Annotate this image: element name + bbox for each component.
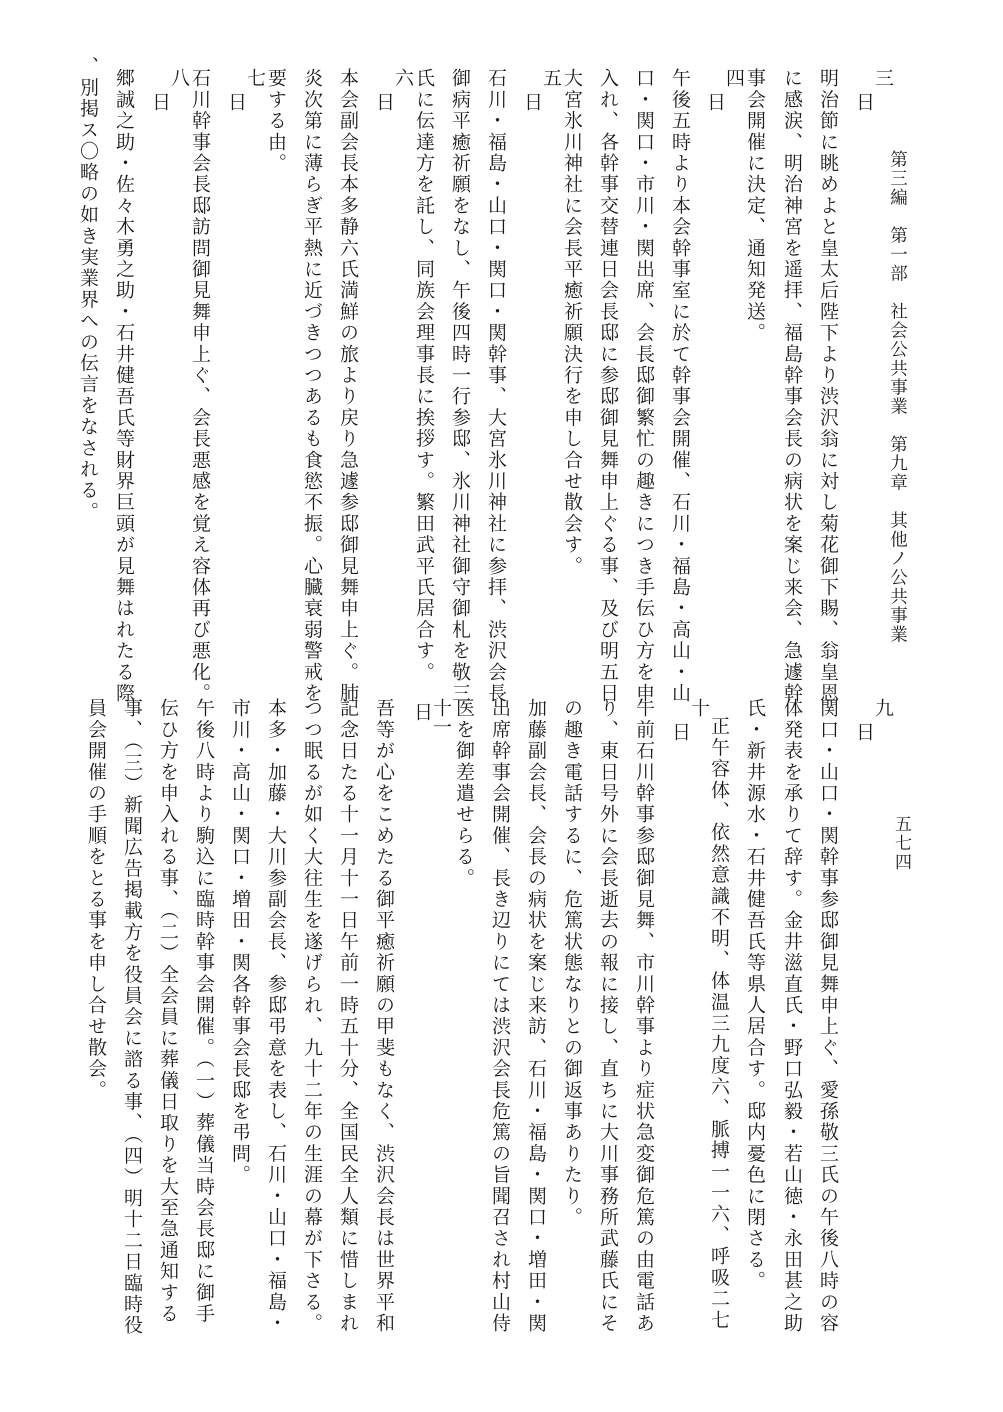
text-line: 事、（三）新聞広告掲載方を役員会に諮る事、（四）明十二日臨時役 — [121, 698, 143, 1337]
date-label — [374, 68, 412, 113]
date-day: 八 — [168, 68, 190, 87]
date-label — [150, 68, 188, 113]
date-day-suffix: 日 — [521, 92, 543, 114]
text-line: 出席幹事会開催、長き辺りにては渋沢会長危篤の旨聞召され村山侍 — [489, 698, 511, 1334]
text-line: 入れ、各幹事交替連日会長邸に参邸御見舞申上ぐる事、及び明五日 — [597, 68, 619, 704]
date-day: 九 — [872, 698, 894, 717]
date-day: 七 — [244, 68, 266, 87]
date-label — [854, 698, 892, 743]
text-line: 午後八時より駒込に臨時幹事会開催。（一）葬儀当時会長邸に御手 — [193, 698, 215, 1325]
text-line: つつ眠るが如く大往生を遂げられ、九十二年の生涯の幕が下さる。 — [301, 698, 323, 1334]
text-line: 明治節に眺めよと皇太后陛下より渋沢翁に対し菊花御下賜、翁皇恩 — [817, 68, 839, 704]
date-day: 十一 — [430, 698, 452, 736]
text-line: 医を御差遣せらる。 — [453, 698, 475, 889]
date-label — [854, 68, 892, 113]
text-line: 正午容体、依然意識不明、体温三九度六、脈搏一一六、呼吸二七 — [708, 716, 730, 1331]
running-header: 第三編 第一部 社会公共事業 第九章 其他ノ公共事業 — [887, 150, 908, 644]
text-line: 氏・新井源水・石井健吾氏等県人居合す。邸内憂色に閉さる。 — [744, 698, 766, 1292]
text-line: 加藤副会長、会長の病状を案じ来訪、石川・福島・関口・増田・関 — [525, 698, 547, 1334]
text-line: 氏に伝達方を託し、同族会理事長に挨拶す。繁田武平氏居合す。 — [413, 68, 435, 683]
text-line: 石川・福島・山口・関口・関幹事、大宮氷川神社に参拝、渋沢会長 — [485, 68, 507, 704]
text-line: 伝ひ方を申入れる事、（二）全会員に葬儀日取りを大至急通知する — [157, 698, 179, 1325]
text-line: に感涙、明治神宮を遥拝、福島幹事会長の病状を案じ来会、急遽幹 — [781, 68, 803, 704]
date-day-suffix: 日 — [373, 92, 395, 114]
text-line: 午後五時より本会幹事室に於て幹事会開催、石川・福島・高山・山 — [669, 68, 691, 704]
date-day-suffix: 日 — [669, 722, 691, 744]
date-label — [705, 68, 743, 113]
date-label — [226, 68, 264, 113]
date-day-suffix: 日 — [853, 92, 875, 114]
date-label — [412, 698, 450, 736]
text-line: 市川・高山・関口・増田・関各幹事会長邸を弔問。 — [229, 698, 251, 1186]
text-line: 事会開催に決定、通知発送。 — [744, 68, 766, 344]
date-day: 五 — [540, 68, 562, 87]
text-line: 本多・加藤・大川参副会長、参邸弔意を表し、石川・山口・福島・ — [265, 698, 287, 1334]
date-day-suffix: 日 — [149, 92, 171, 114]
date-day-suffix: 日 — [704, 92, 726, 114]
date-day-suffix: 日 — [225, 92, 247, 114]
date-day: 六 — [392, 68, 414, 87]
text-line: 口・関口・市川・関出席、会長邸御繁忙の趣きにつき手伝ひ方を申 — [633, 68, 655, 704]
text-line: 大宮氷川神社に会長平癒祈願決行を申し合せ散会す。 — [561, 68, 583, 577]
date-day-suffix: 日 — [853, 722, 875, 744]
text-line: 郷誠之助・佐々木勇之助・石井健吾氏等財界巨頭が見舞はれたる際 — [113, 68, 135, 704]
date-day: 十 — [688, 698, 710, 717]
text-line: 員会開催の手順をとる事を申し合せ散会。 — [85, 698, 107, 1101]
text-line: 吾等が心をこめたる御平癒祈願の甲斐もなく、渋沢会長は世界平和 — [373, 698, 395, 1334]
page-number: 五七四 — [891, 815, 911, 872]
text-line: 炎次第に薄らぎ平熱に近づきつつあるも食慾不振。心臓衰弱警戒を — [301, 68, 323, 704]
text-line: 記念日たる十一月十一日午前一時五十分、全国民全人類に惜しまれ — [337, 698, 359, 1334]
date-day-suffix: 日 — [411, 702, 433, 724]
text-line: 関口・山口・関幹事参邸御見舞申上ぐ、愛孫敬三氏の午後八時の容 — [817, 698, 839, 1334]
text-line: 体発表を承りて辞す。金井滋直氏・野口弘毅・若山徳・永田甚之助 — [781, 698, 803, 1334]
text-line: り、東日号外に会長逝去の報に接し、直ちに大川事務所武藤氏にそ — [597, 698, 619, 1334]
date-label — [670, 698, 708, 743]
date-day: 四 — [723, 68, 745, 87]
text-line: 要する由。 — [265, 68, 287, 174]
text-line: 石川幹事会長邸訪問御見舞申上ぐ、会長悪感を覚え容体再び悪化。 — [189, 68, 211, 704]
date-label — [522, 68, 560, 113]
text-line: 本会副会長本多静六氏満鮮の旅より戻り急遽参邸御見舞申上ぐ。肺 — [337, 68, 359, 704]
date-day: 三 — [872, 68, 894, 87]
text-line: 午前石川幹事参邸御見舞、市川幹事より症状急変御危篤の由電話あ — [633, 698, 655, 1334]
text-line: の趣き電話するに、危篤状態なりとの御返事ありたり。 — [561, 698, 583, 1228]
text-line: 御病平癒祈願をなし、午後四時一行参邸、氷川神社御守御札を敬三 — [449, 68, 471, 704]
text-line: 、別掲ス〇略の如き実業界への伝言をなされる。 — [77, 56, 99, 523]
